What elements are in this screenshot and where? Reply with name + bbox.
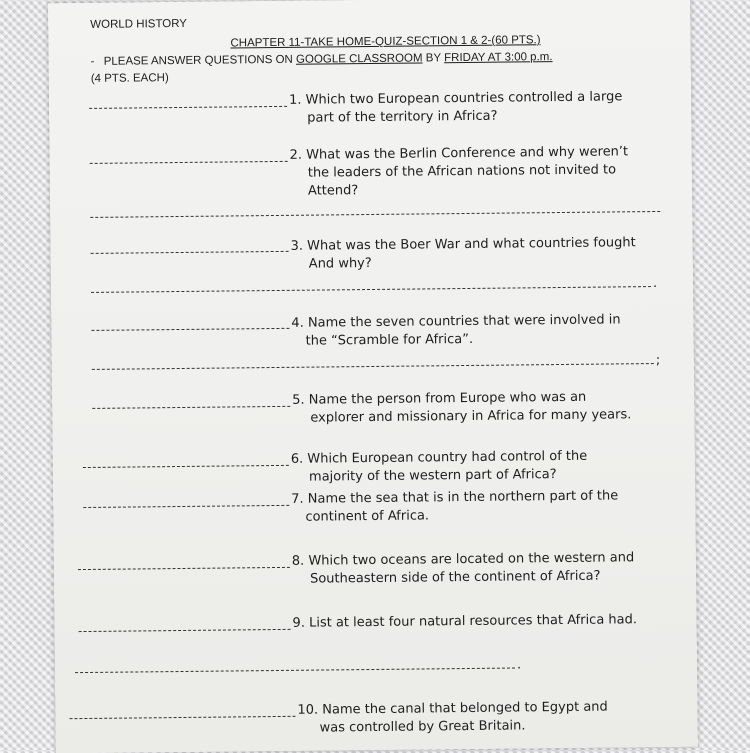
question-2-line-2: the leaders of the African nations not invited to — [307, 162, 617, 181]
instructions-classroom: GOOGLE CLASSROOM — [295, 52, 423, 66]
instructions-dash: - — [90, 55, 95, 68]
answer-line-1[interactable] — [89, 106, 287, 109]
question-2 — [290, 143, 629, 201]
question-9-line-1: 9. List at least four natural resources that Africa had. — [292, 612, 638, 631]
question-4-line-2: the “Scramble for Africa”. — [305, 331, 474, 349]
answer-line-6[interactable] — [83, 465, 289, 468]
points-note: (4 PTS. EACH) — [90, 72, 169, 85]
answer-line-9b[interactable] — [75, 668, 515, 674]
question-1-line-1: 1. Which two European countries controlled a large — [288, 89, 623, 108]
semicolon-mark: ; — [655, 352, 661, 369]
question-7 — [291, 487, 618, 526]
answer-line-8[interactable] — [78, 567, 290, 570]
instructions-deadline: FRIDAY AT 3:00 p.m. — [444, 51, 553, 65]
question-3-line-1: 3. What was the Boer War and what countries fought — [290, 235, 636, 254]
instructions-by: BY — [422, 52, 445, 65]
answer-line-4b[interactable] — [92, 363, 654, 370]
question-3-line-2: And why? — [308, 255, 372, 272]
question-3 — [290, 234, 636, 274]
answer-line-5[interactable] — [92, 406, 290, 409]
worksheet-paper — [48, 0, 698, 753]
question-5-line-2: explorer and missionary in Africa for many years. — [310, 407, 632, 426]
question-6 — [291, 448, 588, 487]
question-5-line-1: 5. Name the person from Europe who was an — [292, 389, 587, 408]
answer-line-7[interactable] — [83, 505, 289, 508]
question-1-line-2: part of the territory in Africa? — [307, 108, 498, 126]
question-7-line-1: 7. Name the sea that is in the northern part of the — [291, 488, 619, 507]
question-4 — [291, 311, 621, 350]
course-title: WORLD HISTORY — [90, 17, 188, 31]
answer-line-2[interactable] — [90, 161, 288, 164]
question-2-line-1: 2. What was the Berlin Conference and why weren’t — [289, 144, 629, 163]
question-4-line-1: 4. Name the seven countries that were involved in — [291, 312, 621, 331]
question-6-line-2: majority of the western part of Africa? — [308, 467, 557, 485]
question-10-line-1: 10. Name the canal that belonged to Egypt and — [297, 699, 608, 718]
period-mark-2: . — [516, 657, 522, 673]
question-10 — [297, 699, 608, 738]
question-7-line-2: continent of Africa. — [305, 508, 430, 525]
answer-line-9[interactable] — [79, 629, 291, 632]
question-2-line-3: Attend? — [307, 183, 359, 199]
question-8-line-1: 8. Which two oceans are located on the western and — [291, 550, 635, 569]
question-9 — [292, 611, 637, 633]
question-8 — [292, 549, 635, 589]
question-1 — [289, 88, 623, 127]
answer-line-3[interactable] — [91, 251, 289, 254]
chapter-title: CHAPTER 11-TAKE HOME-QUIZ-SECTION 1 & 2-(60 PTS.) — [230, 34, 541, 50]
instructions — [91, 51, 553, 68]
question-10-line-2: was controlled by Great Britain. — [319, 718, 526, 736]
question-5 — [292, 388, 631, 428]
period-mark: . — [652, 275, 658, 292]
question-6-line-1: 6. Which European country had control of the — [290, 448, 588, 467]
answer-line-10[interactable] — [70, 716, 296, 719]
answer-line-4[interactable] — [91, 328, 289, 331]
instructions-text: PLEASE ANSWER QUESTIONS ON — [103, 53, 297, 68]
answer-line-3b[interactable] — [91, 286, 651, 293]
question-8-line-2: Southeastern side of the continent of Africa? — [309, 568, 601, 587]
answer-line-2b[interactable] — [90, 211, 660, 218]
